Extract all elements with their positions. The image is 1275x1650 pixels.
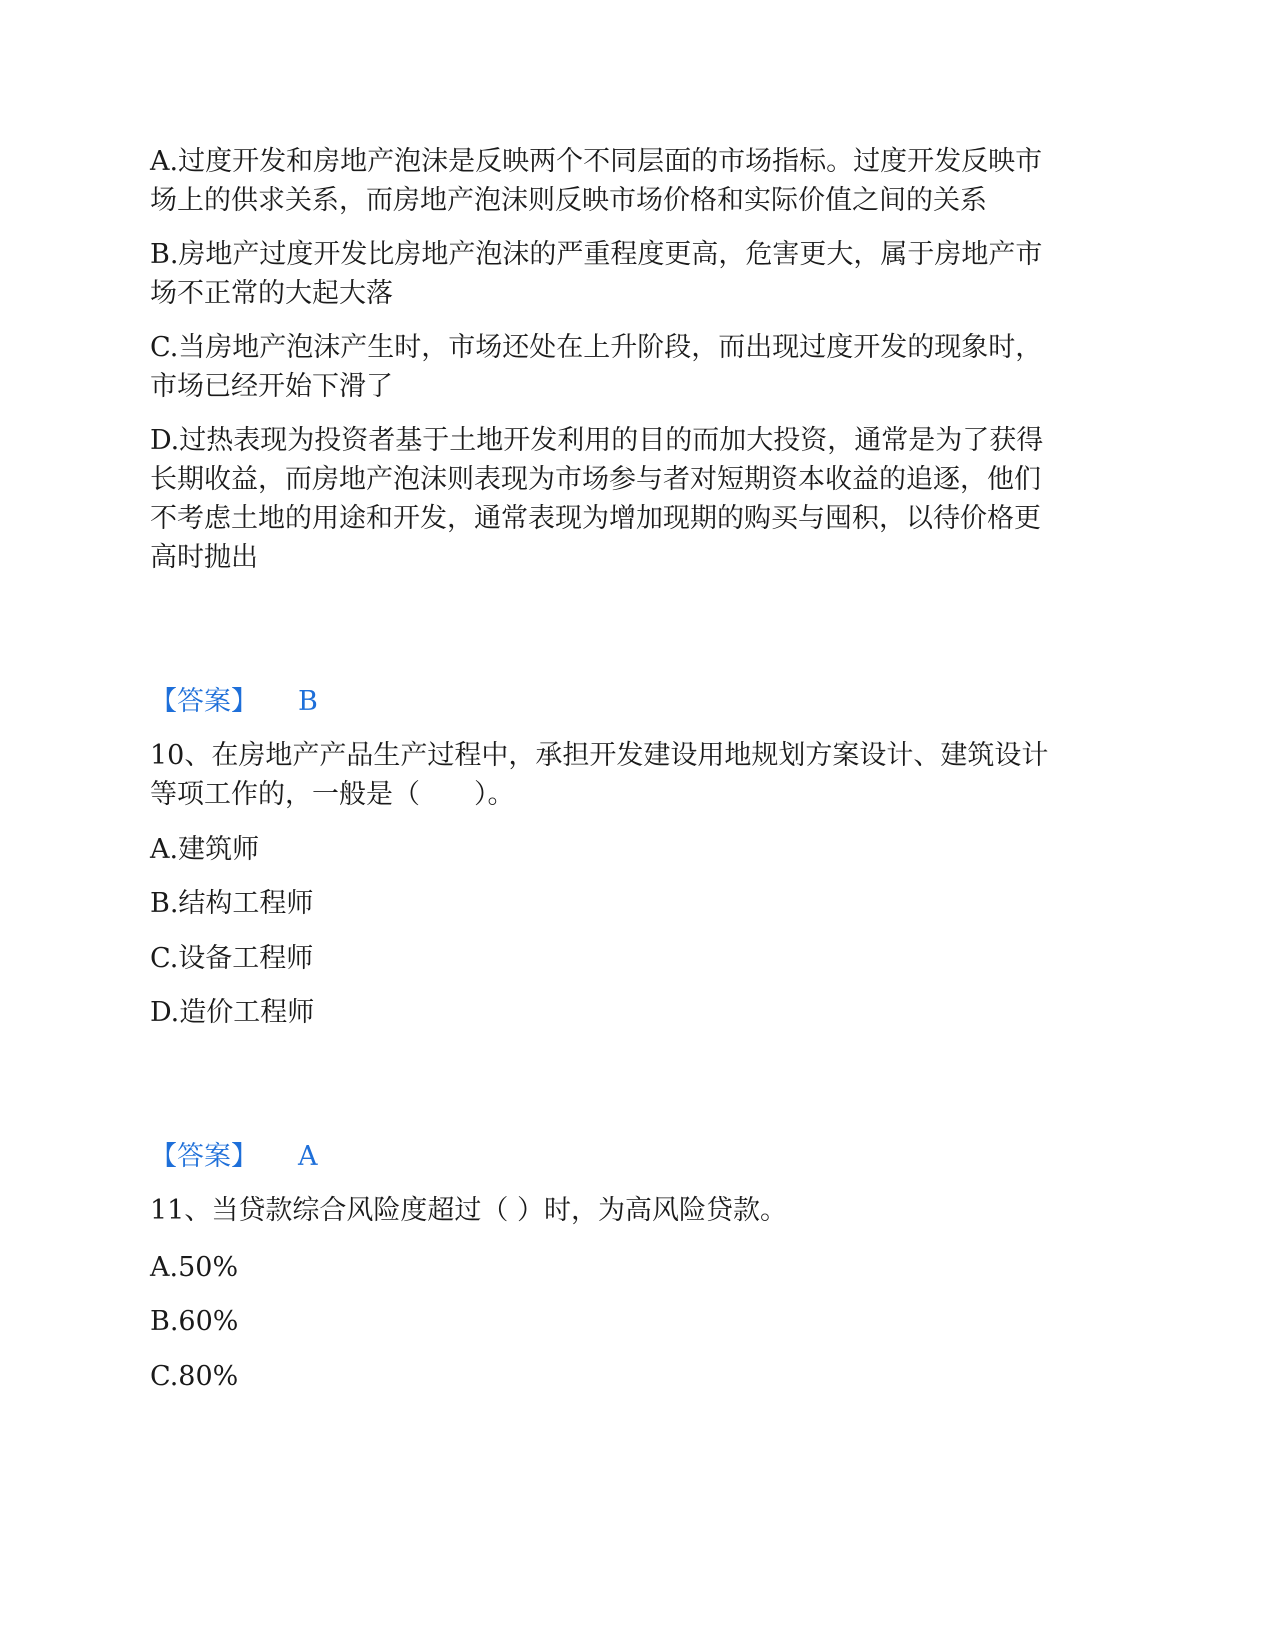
q10-option-a: A.建筑师 (150, 834, 260, 865)
q9-option-c-line1: C.当房地产泡沫产生时，市场还处在上升阶段，而出现过度开发的现象时， (150, 332, 1043, 363)
q9-option-b-line2: 场不正常的大起大落 (150, 278, 393, 309)
q9-option-b-line1: B.房地产过度开发比房地产泡沫的严重程度更高，危害更大，属于房地产市 (150, 239, 1043, 270)
q10-option-d: D.造价工程师 (150, 997, 315, 1028)
q10-stem-line2: 等项工作的，一般是（ ）。 (150, 779, 515, 810)
q11-option-b: B.60% (150, 1306, 239, 1337)
q9-option-a-line2: 场上的供求关系，而房地产泡沫则反映市场价格和实际价值之间的关系 (150, 185, 987, 216)
q11-option-a: A.50% (150, 1252, 239, 1283)
q9-answer (150, 682, 318, 722)
q9-option-a-line1: A.过度开发和房地产泡沫是反映两个不同层面的市场指标。过度开发反映市 (150, 146, 1043, 177)
q10-option-c: C.设备工程师 (150, 943, 314, 974)
answer-label: 【答案】 (150, 686, 258, 717)
q10-answer (150, 1137, 318, 1177)
answer-value: A (298, 1141, 318, 1172)
q10-stem-line1: 10、在房地产产品生产过程中，承担开发建设用地规划方案设计、建筑设计 (150, 740, 1049, 771)
q11-stem: 11、当贷款综合风险度超过（ ）时，为高风险贷款。 (150, 1195, 787, 1226)
q9-option-c-line2: 市场已经开始下滑了 (150, 371, 393, 402)
q9-option-d-line2: 长期收益，而房地产泡沫则表现为市场参与者对短期资本收益的追逐，他们 (150, 464, 1041, 495)
q9-option-d-line3: 不考虑土地的用途和开发，通常表现为增加现期的购买与囤积，以待价格更 (150, 503, 1041, 534)
answer-value: B (298, 686, 318, 717)
q9-option-d-line4: 高时抛出 (150, 542, 258, 573)
q9-option-d-line1: D.过热表现为投资者基于土地开发利用的目的而加大投资，通常是为了获得 (150, 425, 1044, 456)
q10-option-b: B.结构工程师 (150, 888, 314, 919)
answer-label: 【答案】 (150, 1141, 258, 1172)
q11-option-c: C.80% (150, 1361, 239, 1392)
